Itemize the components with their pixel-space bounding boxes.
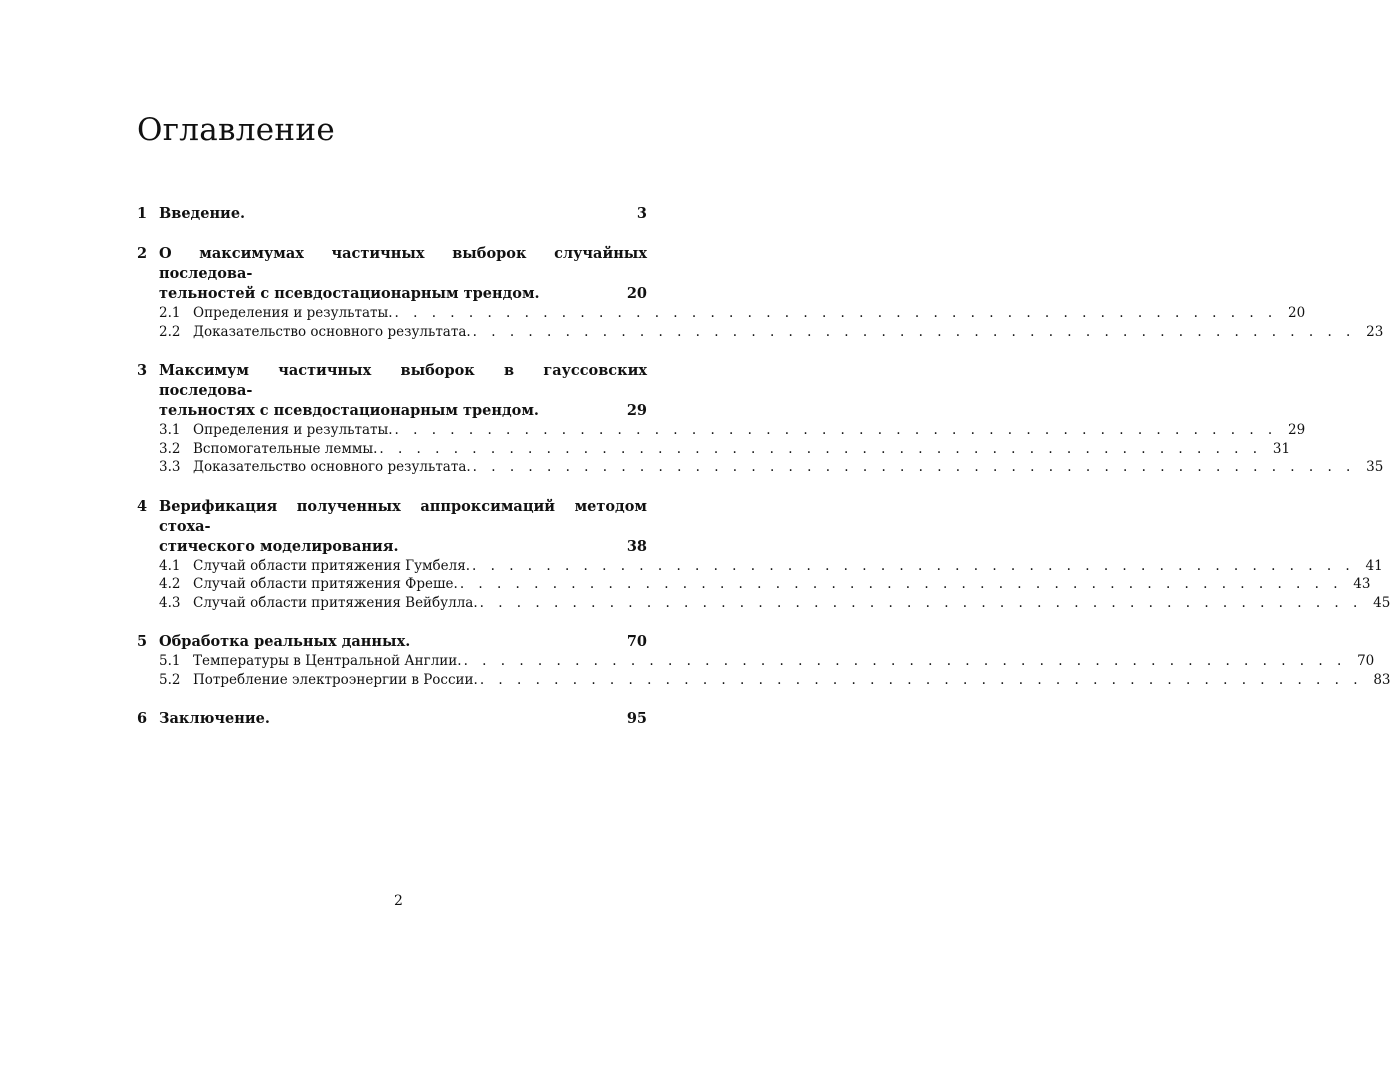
dot-leader: . . . . . . . . . . . . . . . . . . . . . . . . . . . . . . . . . . . . . . . . . . . . . . . .	[463, 653, 1347, 669]
chapter-title-line1: Верификация полученных аппроксимаций методом стоха-	[159, 497, 647, 535]
chapter-title: Обработка реальных данных.	[159, 633, 411, 650]
section-title: Определения и результаты.	[193, 422, 393, 438]
section-page: 45	[1373, 594, 1391, 611]
section-page: 29	[1288, 422, 1306, 438]
toc-chapter-6[interactable]	[137, 709, 647, 729]
section-number: 5.2	[159, 671, 181, 688]
chapter-page: 70	[626, 633, 647, 650]
toc-section-3-1[interactable]	[137, 421, 1306, 440]
section-title: Доказательство основного результата.	[193, 323, 471, 340]
section-page: 70	[1357, 653, 1375, 669]
section-number: 4.2	[159, 576, 181, 592]
section-title: Определения и результаты.	[193, 305, 393, 321]
section-page: 23	[1366, 323, 1384, 340]
section-title: Случай области притяжения Вейбулла.	[193, 594, 478, 611]
chapter-number: 6	[137, 710, 148, 727]
chapter-title-line2: тельностях с псевдостационарным трендом.	[159, 402, 539, 419]
section-page: 41	[1365, 557, 1383, 574]
section-page: 20	[1288, 305, 1306, 321]
toc-section-3-2[interactable]	[137, 440, 1291, 459]
dot-leader: . . . . . . . . . . . . . . . . . . . . . . . . . . . . . . . . . . . . . . . . . . . . . . . .	[479, 594, 1363, 611]
toc-section-3-3[interactable]	[137, 458, 1384, 477]
table-of-contents	[137, 204, 1391, 749]
chapter-page: 29	[626, 402, 647, 419]
chapter-number: 4	[137, 497, 148, 515]
toc-section-5-2[interactable]	[137, 671, 1391, 690]
section-number: 2.1	[159, 305, 181, 321]
section-number: 4.1	[159, 557, 181, 574]
dot-leader: . . . . . . . . . . . . . . . . . . . . . . . . . . . . . . . . . . . . . . . . . . . . . . . .	[394, 305, 1278, 321]
chapter-page: 20	[626, 285, 647, 302]
toc-chapter-5[interactable]	[137, 632, 1391, 689]
dot-leader: . . . . . . . . . . . . . . . . . . . . . . . . . . . . . . . . . . . . . . . . . . . . . . . .	[379, 440, 1263, 457]
toc-chapter-1[interactable]	[137, 204, 647, 224]
chapter-title-line1: О максимумах частичных выборок случайных последова-	[159, 245, 647, 282]
chapter-number: 2	[137, 245, 148, 262]
chapter-number: 1	[137, 205, 148, 222]
page-number: 2	[394, 893, 403, 909]
toc-chapter-2[interactable]	[137, 244, 1384, 341]
chapter-page: 38	[626, 537, 647, 555]
section-number: 3.2	[159, 440, 181, 457]
dot-leader: . . . . . . . . . . . . . . . . . . . . . . . . . . . . . . . . . . . . . . . . . . . . . . . .	[479, 671, 1363, 688]
section-page: 43	[1353, 576, 1371, 592]
section-page: 35	[1366, 459, 1384, 475]
section-title: Вспомогательные леммы.	[193, 440, 378, 457]
section-title: Случай области притяжения Фреше.	[193, 576, 458, 592]
section-page: 83	[1373, 671, 1391, 688]
section-title: Потребление электроэнергии в России.	[193, 671, 478, 688]
section-number: 3.3	[159, 459, 181, 475]
chapter-number: 3	[137, 362, 148, 379]
chapter-title-line1: Максимум частичных выборок в гауссовских последова-	[159, 362, 647, 399]
toc-section-4-1[interactable]	[137, 557, 1383, 576]
section-title: Температуры в Центральной Англии.	[193, 653, 462, 669]
section-number: 3.1	[159, 422, 181, 438]
dot-leader: . . . . . . . . . . . . . . . . . . . . . . . . . . . . . . . . . . . . . . . . . . . . . . . .	[459, 576, 1343, 592]
chapter-title-line2: тельностей с псевдостационарным трендом.	[159, 285, 540, 302]
toc-section-2-1[interactable]	[137, 304, 1306, 323]
chapter-title: Введение.	[159, 205, 246, 222]
toc-section-2-2[interactable]	[137, 323, 1384, 342]
toc-section-5-1[interactable]	[137, 652, 1375, 671]
toc-section-4-2[interactable]	[137, 575, 1371, 594]
toc-section-4-3[interactable]	[137, 594, 1391, 613]
section-title: Случай области притяжения Гумбеля.	[193, 557, 471, 574]
dot-leader: . . . . . . . . . . . . . . . . . . . . . . . . . . . . . . . . . . . . . . . . . . . . . . . .	[472, 557, 1355, 574]
chapter-title-line2: стического моделирования.	[159, 537, 399, 555]
chapter-page: 3	[636, 205, 647, 222]
section-title: Доказательство основного результата.	[193, 459, 471, 475]
chapter-page: 95	[626, 710, 647, 727]
section-number: 2.2	[159, 323, 181, 340]
chapter-title: Заключение.	[159, 710, 270, 727]
toc-chapter-3[interactable]	[137, 361, 1384, 477]
page-title: Оглавление	[137, 112, 335, 148]
dot-leader: . . . . . . . . . . . . . . . . . . . . . . . . . . . . . . . . . . . . . . . . . . . . . . . .	[472, 459, 1356, 475]
chapter-number: 5	[137, 633, 148, 650]
section-number: 4.3	[159, 594, 181, 611]
dot-leader: . . . . . . . . . . . . . . . . . . . . . . . . . . . . . . . . . . . . . . . . . . . . . . . .	[394, 422, 1278, 438]
section-page: 31	[1272, 440, 1291, 457]
dot-leader: . . . . . . . . . . . . . . . . . . . . . . . . . . . . . . . . . . . . . . . . . . . . . . . .	[472, 323, 1356, 340]
section-number: 5.1	[159, 653, 181, 669]
toc-chapter-4[interactable]	[137, 497, 1391, 613]
